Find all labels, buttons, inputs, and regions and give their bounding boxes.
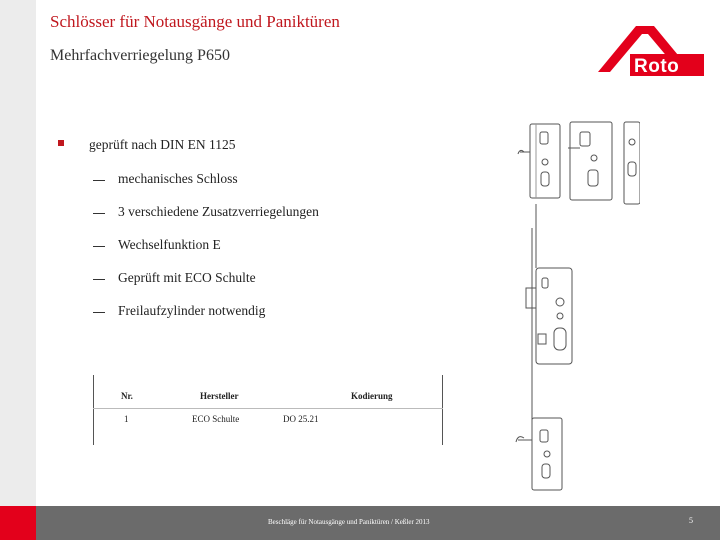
table-cell-nr: 1 [124, 414, 129, 424]
page-number: 5 [689, 516, 693, 525]
main-bullet-text: geprüft nach DIN EN 1125 [89, 137, 236, 152]
slide-subtitle: Mehrfachverriegelung P650 [50, 47, 230, 64]
slide-title: Schlösser für Notausgänge und Paniktüren [50, 12, 340, 31]
lock-product-images [510, 118, 640, 508]
lock-image-bottom [516, 418, 562, 490]
dash-icon [93, 246, 105, 247]
lock-image-top-right [624, 122, 640, 204]
dash-icon [93, 312, 105, 313]
sub-item-text: Freilaufzylinder notwendig [118, 303, 266, 318]
table-header-divider [93, 408, 443, 409]
footer-red-block [0, 506, 36, 540]
dash-icon [93, 213, 105, 214]
table-border-right [442, 375, 443, 445]
table-header-manufacturer: Hersteller [200, 391, 239, 401]
left-side-strip [0, 0, 36, 540]
table-border-left [93, 375, 94, 445]
table-cell-coding: DO 25.21 [283, 414, 319, 424]
table-header-coding: Kodierung [351, 391, 393, 401]
dash-icon [93, 279, 105, 280]
footer-text: Beschläge für Notausgänge und Paniktüren / Keßler 2013 [268, 518, 430, 526]
logo-text: Roto [634, 56, 680, 77]
sub-item-text: Geprüft mit ECO Schulte [118, 270, 256, 285]
dash-icon [93, 180, 105, 181]
sub-item-text: mechanisches Schloss [118, 171, 238, 186]
lock-image-top-middle [568, 122, 612, 200]
coding-table [93, 375, 443, 445]
bullet-square-icon [58, 140, 64, 146]
sub-item-text: 3 verschiedene Zusatzverriegelungen [118, 204, 319, 219]
lock-image-middle [526, 228, 572, 418]
lock-image-top-left [518, 124, 560, 198]
table-cell-manufacturer: ECO Schulte [192, 414, 240, 424]
sub-item-text: Wechselfunktion E [118, 237, 221, 252]
table-header-nr: Nr. [121, 391, 133, 401]
